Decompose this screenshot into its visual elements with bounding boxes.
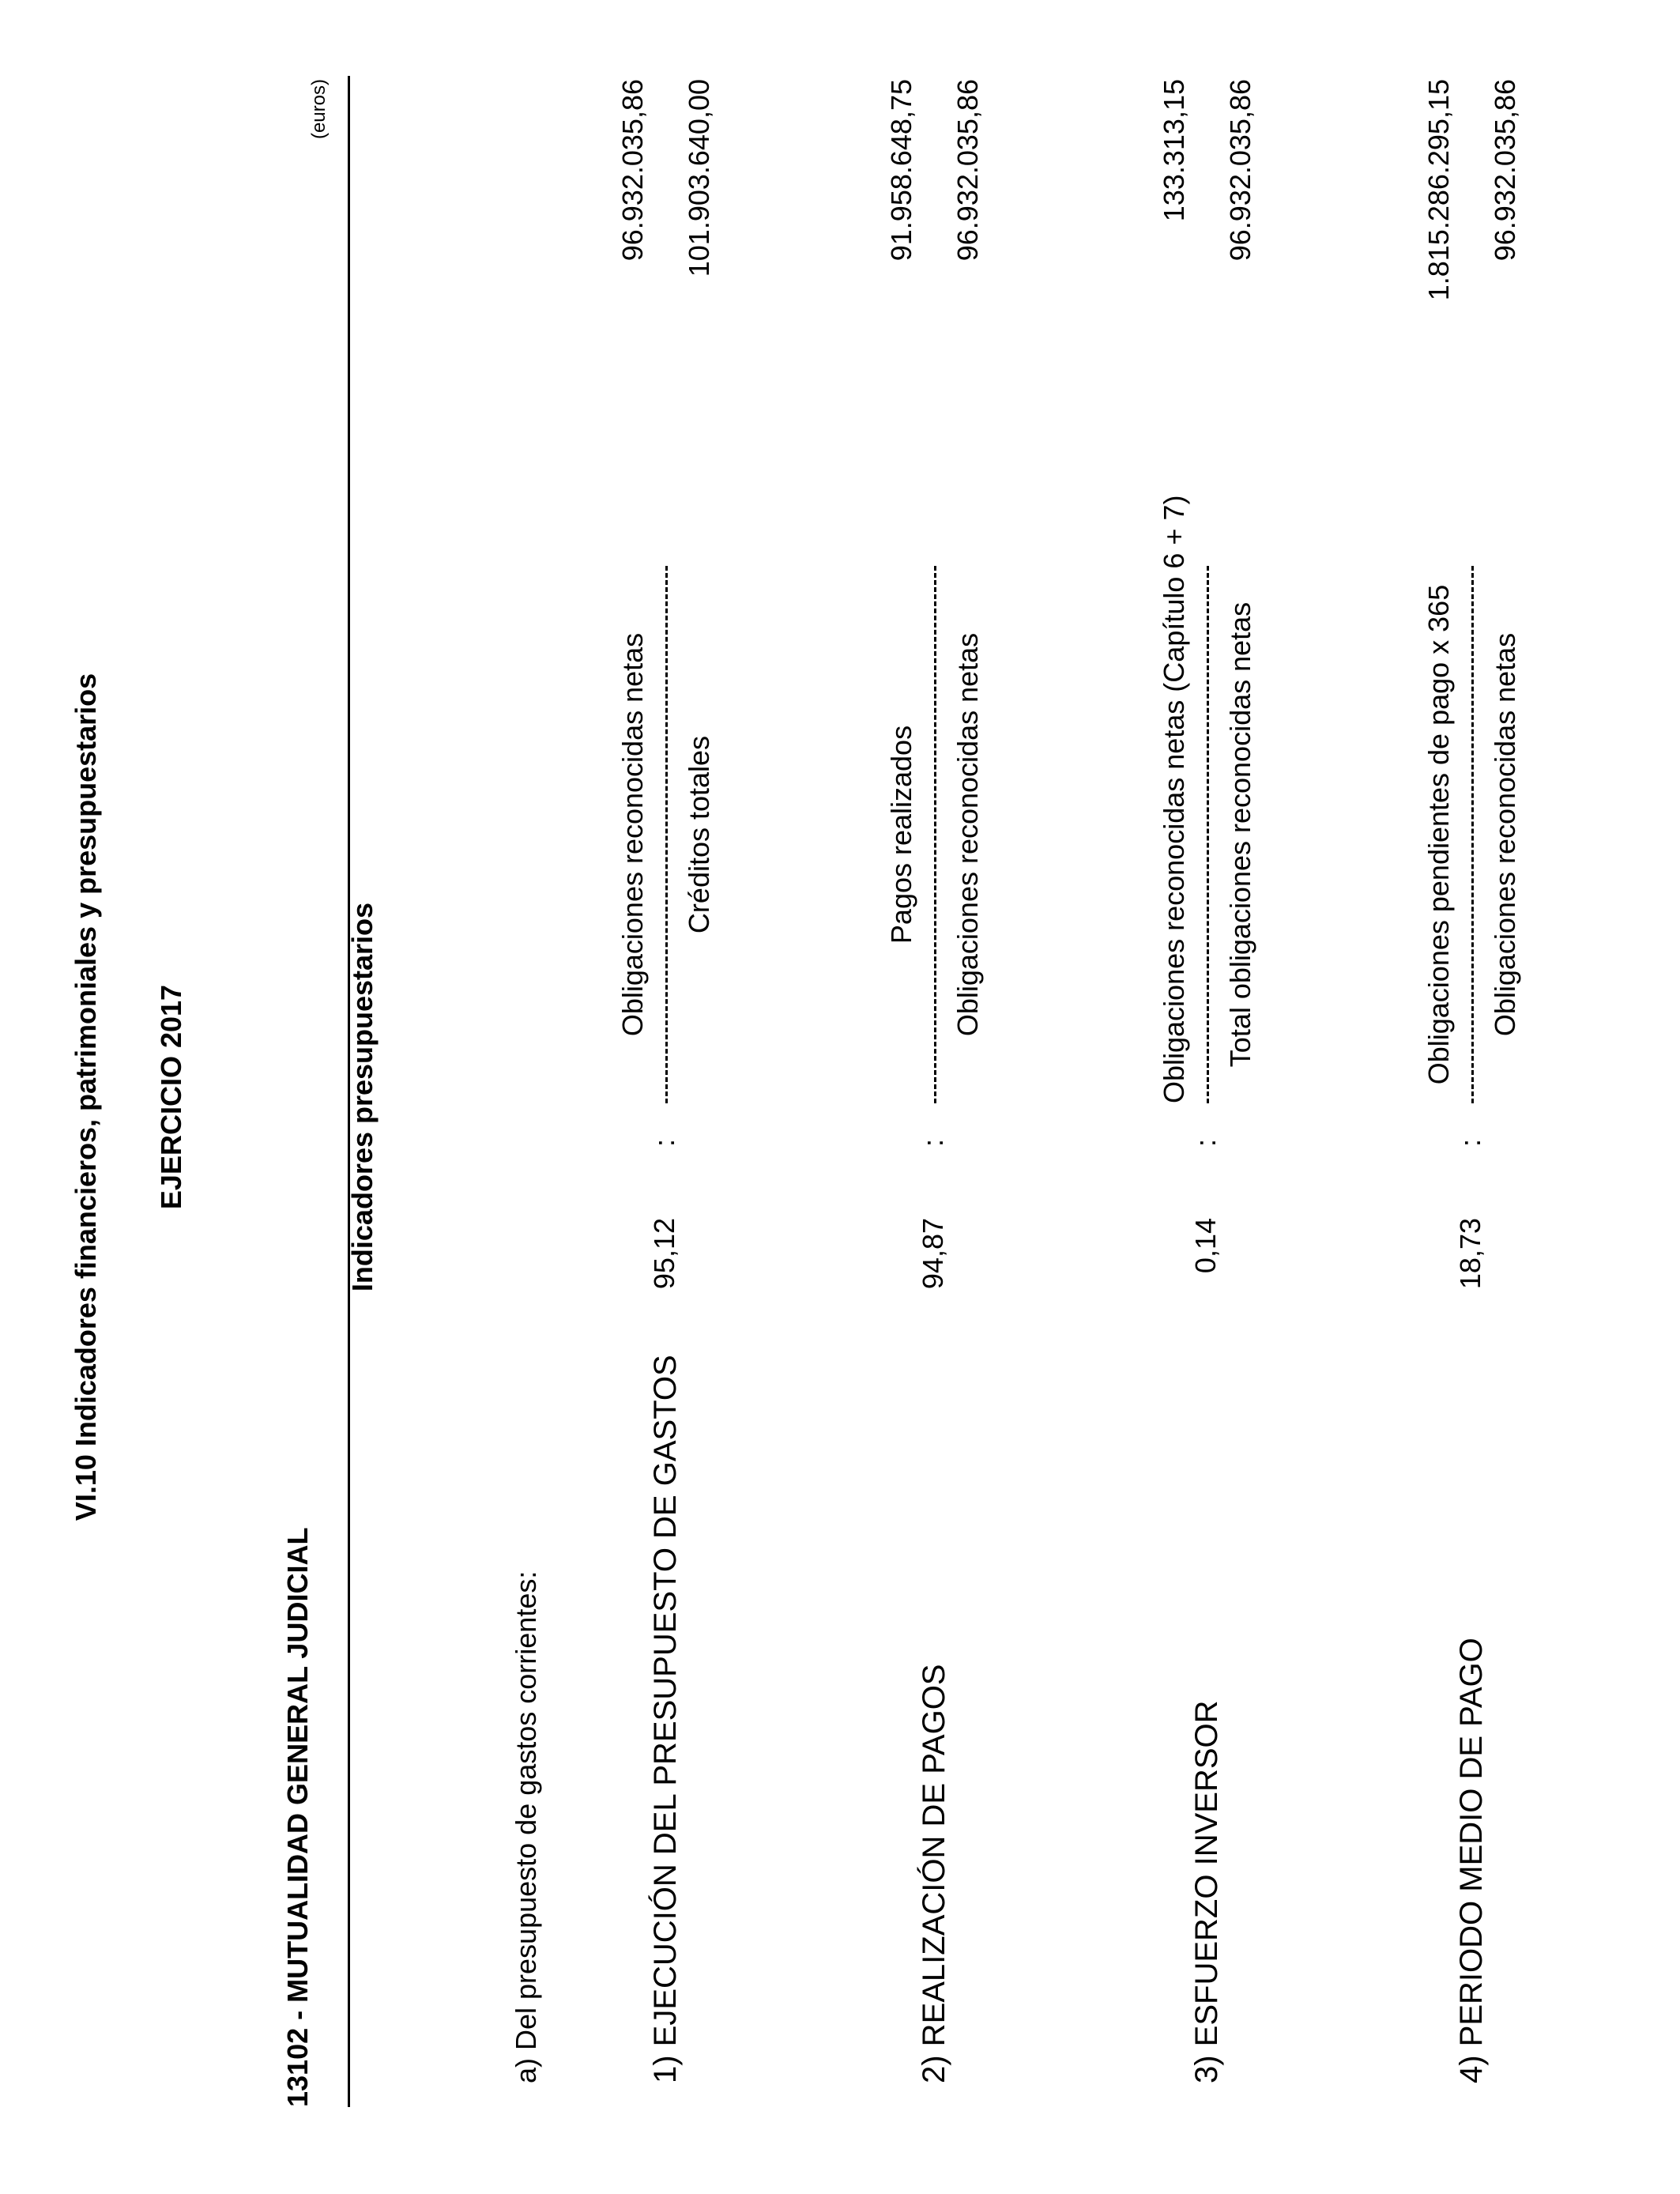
indicator-colon: : [917, 1138, 949, 1147]
fraction-line [1207, 566, 1209, 1103]
header-divider [348, 76, 350, 2107]
indicator-value: 95,12 [648, 1218, 680, 1290]
indicator-label: 4) PERIODO MEDIO DE PAGO [1454, 1638, 1489, 2083]
denominator-value: 101.903.640,00 [683, 79, 715, 277]
denominator-label: Créditos totales [683, 735, 715, 934]
denominator-label: Total obligaciones reconocidas netas [1224, 601, 1256, 1068]
numerator-value: 133.313,15 [1158, 79, 1190, 222]
indicator-value: 94,87 [917, 1218, 949, 1290]
numerator-value: 96.932.035,86 [616, 79, 649, 262]
indicator-row [616, 0, 735, 2194]
fraction-line [665, 566, 668, 1103]
section-title: Indicadores presupuestarios [346, 902, 379, 1292]
numerator-label: Obligaciones reconocidas netas (Capítulo 6 + 7) [1158, 495, 1190, 1103]
document-title: VI.10 Indicadores financieros, patrimoniales y presupuestarios [70, 673, 102, 1521]
indicator-colon: : [648, 1138, 680, 1147]
numerator-label: Obligaciones pendientes de pago x 365 [1422, 584, 1455, 1085]
indicator-label: 1) EJECUCIÓN DEL PRESUPUESTO DE GASTOS [648, 1355, 683, 2083]
denominator-value: 96.932.035,86 [951, 79, 984, 262]
subheading: a) Del presupuesto de gastos corrientes: [510, 1570, 542, 2083]
numerator-value: 91.958.648,75 [885, 79, 917, 262]
fraction-line [1471, 566, 1474, 1103]
numerator-label: Obligaciones reconocidas netas [616, 632, 649, 1037]
denominator-label: Obligaciones reconocidas netas [1489, 632, 1521, 1037]
indicator-value: 18,73 [1454, 1218, 1486, 1290]
indicator-colon: : [1454, 1138, 1486, 1147]
indicator-row [1422, 0, 1541, 2194]
indicator-row [1158, 0, 1276, 2194]
indicator-row [885, 0, 1004, 2194]
numerator-value: 1.815.286.295,15 [1422, 79, 1455, 301]
indicator-label: 3) ESFUERZO INVERSOR [1189, 1700, 1224, 2083]
fraction-line [934, 566, 936, 1103]
indicator-value: 0,14 [1189, 1218, 1222, 1274]
units-label: (euros) [308, 79, 330, 140]
denominator-value: 96.932.035,86 [1489, 79, 1521, 262]
entity-name: 13102 - MUTUALIDAD GENERAL JUDICIAL [281, 1527, 314, 2107]
indicator-label: 2) REALIZACIÓN DE PAGOS [917, 1664, 951, 2083]
denominator-label: Obligaciones reconocidas netas [951, 632, 984, 1037]
denominator-value: 96.932.035,86 [1224, 79, 1256, 262]
fiscal-year-title: EJERCICIO 2017 [155, 984, 187, 1210]
numerator-label: Pagos realizados [885, 725, 917, 944]
indicator-colon: : [1189, 1138, 1222, 1147]
